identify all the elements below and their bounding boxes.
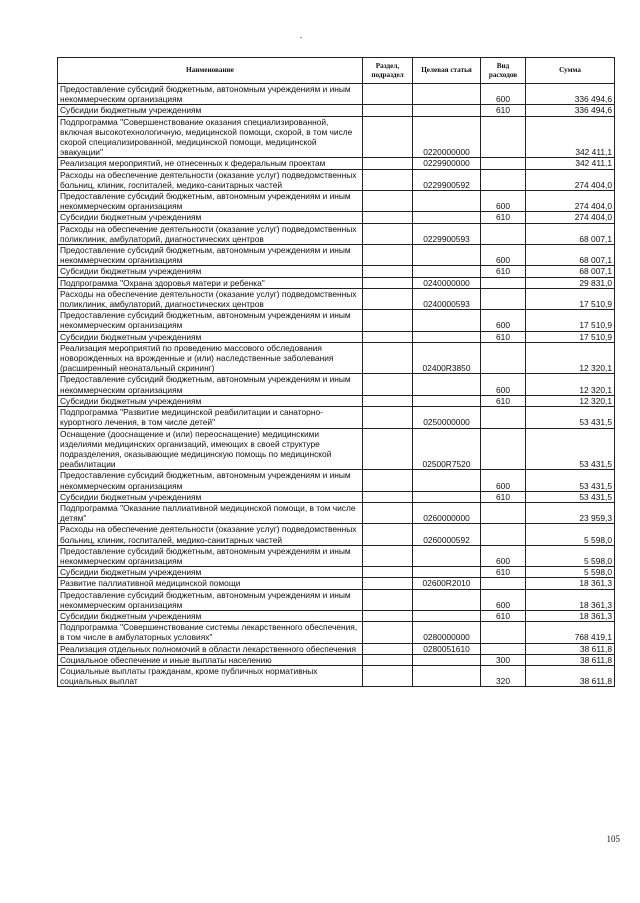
row-name: Подпрограмма "Оказание паллиативной медицинской помощи, в том числе детям"	[58, 502, 363, 523]
row-sum: 29 831,0	[526, 277, 615, 288]
row-target: 0229900000	[413, 158, 481, 169]
row-sum: 336 494,6	[526, 105, 615, 116]
row-sum: 5 598,0	[526, 545, 615, 566]
row-sum: 18 361,3	[526, 610, 615, 621]
row-kind: 600	[481, 374, 526, 395]
row-target: 02600R2010	[413, 578, 481, 589]
table-row	[58, 610, 615, 621]
row-name: Предоставление субсидий бюджетным, автономным учреждениям и иным некоммерческим организациям	[58, 545, 363, 566]
row-sum: 5 598,0	[526, 524, 615, 545]
table-row	[58, 545, 615, 566]
row-sum: 342 411,1	[526, 158, 615, 169]
row-kind	[481, 428, 526, 470]
row-kind	[481, 622, 526, 643]
row-target	[413, 266, 481, 277]
row-target: 0240000593	[413, 288, 481, 309]
row-kind	[481, 578, 526, 589]
row-section	[363, 610, 413, 621]
table-row	[58, 288, 615, 309]
row-kind: 610	[481, 212, 526, 223]
row-target	[413, 567, 481, 578]
row-target	[413, 374, 481, 395]
table-row	[58, 374, 615, 395]
table-row	[58, 407, 615, 428]
row-kind	[481, 342, 526, 374]
row-kind: 320	[481, 665, 526, 686]
row-name: Субсидии бюджетным учреждениям	[58, 331, 363, 342]
row-section	[363, 491, 413, 502]
row-name: Расходы на обеспечение деятельности (оказание услуг) подведомственных поликлиник, амбулаторий, диагностических центров	[58, 223, 363, 244]
row-section	[363, 84, 413, 105]
table-row	[58, 191, 615, 212]
row-target	[413, 654, 481, 665]
header-target: Целевая статья	[413, 58, 481, 84]
table-row	[58, 578, 615, 589]
row-section	[363, 191, 413, 212]
table-row	[58, 589, 615, 610]
page-number: 105	[606, 834, 620, 844]
row-name: Предоставление субсидий бюджетным, автономным учреждениям и иным некоммерческим организациям	[58, 374, 363, 395]
row-sum: 12 320,1	[526, 342, 615, 374]
row-name: Социальное обеспечение и иные выплаты населению	[58, 654, 363, 665]
row-target	[413, 331, 481, 342]
row-sum: 17 510,9	[526, 331, 615, 342]
table-row	[58, 310, 615, 331]
row-section	[363, 212, 413, 223]
row-name: Оснащение (дооснащение и (или) переоснащение) медицинскими изделиями медицинских организаций, имеющих в своей структуре подразделения, оказывающие медицинскую помощь по медицинской реабилитации	[58, 428, 363, 470]
row-section	[363, 665, 413, 686]
row-target	[413, 610, 481, 621]
row-kind: 600	[481, 545, 526, 566]
row-target	[413, 491, 481, 502]
row-sum: 53 431,5	[526, 428, 615, 470]
row-target	[413, 310, 481, 331]
row-section	[363, 245, 413, 266]
header-name: Наименование	[58, 58, 363, 84]
row-target: 0280051610	[413, 643, 481, 654]
row-section	[363, 589, 413, 610]
row-sum: 18 361,3	[526, 589, 615, 610]
row-kind: 610	[481, 395, 526, 406]
table-row	[58, 158, 615, 169]
row-target: 02400R3850	[413, 342, 481, 374]
row-sum: 768 419,1	[526, 622, 615, 643]
row-target	[413, 212, 481, 223]
row-sum: 336 494,6	[526, 84, 615, 105]
row-sum: 274 404,0	[526, 169, 615, 190]
row-name: Предоставление субсидий бюджетным, автономным учреждениям и иным некоммерческим организациям	[58, 191, 363, 212]
table-row	[58, 169, 615, 190]
row-section	[363, 502, 413, 523]
row-section	[363, 643, 413, 654]
scan-speck	[300, 37, 302, 38]
row-target	[413, 105, 481, 116]
table-row	[58, 654, 615, 665]
table-row	[58, 331, 615, 342]
row-section	[363, 395, 413, 406]
row-section	[363, 545, 413, 566]
header-kind: Вид расходов	[481, 58, 526, 84]
row-sum: 5 598,0	[526, 567, 615, 578]
row-kind	[481, 524, 526, 545]
table-row	[58, 277, 615, 288]
table-row	[58, 502, 615, 523]
row-target: 0250000000	[413, 407, 481, 428]
row-target: 0260000000	[413, 502, 481, 523]
row-section	[363, 331, 413, 342]
row-target: 0240000000	[413, 277, 481, 288]
row-kind: 610	[481, 567, 526, 578]
table-row	[58, 212, 615, 223]
row-target: 0229900592	[413, 169, 481, 190]
row-sum: 342 411,1	[526, 116, 615, 158]
table-row	[58, 567, 615, 578]
row-kind	[481, 643, 526, 654]
row-target	[413, 191, 481, 212]
header-section: Раздел, подраздел	[363, 58, 413, 84]
header-sum: Сумма	[526, 58, 615, 84]
row-section	[363, 158, 413, 169]
row-name: Расходы на обеспечение деятельности (оказание услуг) подведомственных больниц, клиник, госпиталей, медико-санитарных частей	[58, 169, 363, 190]
row-target: 0260000592	[413, 524, 481, 545]
row-kind	[481, 277, 526, 288]
row-name: Социальные выплаты гражданам, кроме публичных нормативных социальных выплат	[58, 665, 363, 686]
row-kind: 600	[481, 589, 526, 610]
row-sum: 38 611,8	[526, 665, 615, 686]
row-kind: 600	[481, 84, 526, 105]
row-target: 02500R7520	[413, 428, 481, 470]
row-name: Развитие паллиативной медицинской помощи	[58, 578, 363, 589]
row-sum: 12 320,1	[526, 374, 615, 395]
row-kind	[481, 158, 526, 169]
row-sum: 38 611,8	[526, 643, 615, 654]
table-row	[58, 524, 615, 545]
row-kind	[481, 502, 526, 523]
row-kind	[481, 169, 526, 190]
row-kind: 610	[481, 266, 526, 277]
row-name: Расходы на обеспечение деятельности (оказание услуг) подведомственных поликлиник, амбулаторий, диагностических центров	[58, 288, 363, 309]
row-target	[413, 84, 481, 105]
row-sum: 18 361,3	[526, 578, 615, 589]
table-row	[58, 342, 615, 374]
row-name: Субсидии бюджетным учреждениям	[58, 395, 363, 406]
table-row	[58, 665, 615, 686]
row-kind: 610	[481, 610, 526, 621]
row-name: Реализация отдельных полномочий в области лекарственного обеспечения	[58, 643, 363, 654]
row-name: Реализация мероприятий по проведению массового обследования новорожденных на врожденные и (или) наследственные заболевания (расширенный неонатальный скрининг)	[58, 342, 363, 374]
row-sum: 53 431,5	[526, 407, 615, 428]
table-row	[58, 470, 615, 491]
row-name: Подпрограмма "Совершенствование оказания специализированной, включая высокотехнологичную, медицинской помощи, скорой, в том числе скорой специализированной, медицинской помощи, медицинской эвакуации"	[58, 116, 363, 158]
row-sum: 68 007,1	[526, 266, 615, 277]
row-sum: 53 431,5	[526, 470, 615, 491]
row-target: 0280000000	[413, 622, 481, 643]
row-name: Предоставление субсидий бюджетным, автономным учреждениям и иным некоммерческим организациям	[58, 470, 363, 491]
document-sheet	[57, 57, 614, 687]
row-kind	[481, 288, 526, 309]
row-name: Предоставление субсидий бюджетным, автономным учреждениям и иным некоммерческим организациям	[58, 310, 363, 331]
row-section	[363, 654, 413, 665]
table-row	[58, 428, 615, 470]
row-target	[413, 395, 481, 406]
row-section	[363, 407, 413, 428]
row-sum: 68 007,1	[526, 223, 615, 244]
row-name: Предоставление субсидий бюджетным, автономным учреждениям и иным некоммерческим организациям	[58, 84, 363, 105]
row-section	[363, 116, 413, 158]
row-sum: 23 959,3	[526, 502, 615, 523]
row-section	[363, 288, 413, 309]
row-sum: 274 404,0	[526, 212, 615, 223]
row-section	[363, 524, 413, 545]
table-row	[58, 105, 615, 116]
row-section	[363, 105, 413, 116]
row-kind	[481, 407, 526, 428]
table-row	[58, 395, 615, 406]
row-target	[413, 665, 481, 686]
row-name: Подпрограмма "Развитие медицинской реабилитации и санаторно-курортного лечения, в том числе детей"	[58, 407, 363, 428]
row-sum: 53 431,5	[526, 491, 615, 502]
table-row	[58, 223, 615, 244]
row-name: Предоставление субсидий бюджетным, автономным учреждениям и иным некоммерческим организациям	[58, 245, 363, 266]
row-section	[363, 428, 413, 470]
table-row	[58, 245, 615, 266]
table-row	[58, 266, 615, 277]
table-row	[58, 622, 615, 643]
row-kind: 610	[481, 491, 526, 502]
row-sum: 17 510,9	[526, 288, 615, 309]
row-target	[413, 245, 481, 266]
row-name: Субсидии бюджетным учреждениям	[58, 105, 363, 116]
row-section	[363, 223, 413, 244]
row-section	[363, 342, 413, 374]
row-sum: 17 510,9	[526, 310, 615, 331]
table-row	[58, 84, 615, 105]
row-kind: 600	[481, 245, 526, 266]
row-section	[363, 567, 413, 578]
row-name: Расходы на обеспечение деятельности (оказание услуг) подведомственных больниц, клиник, госпиталей, медико-санитарных частей	[58, 524, 363, 545]
row-name: Реализация мероприятий, не отнесенных к федеральным проектам	[58, 158, 363, 169]
row-section	[363, 266, 413, 277]
row-kind: 300	[481, 654, 526, 665]
table-row	[58, 643, 615, 654]
row-name: Субсидии бюджетным учреждениям	[58, 491, 363, 502]
budget-table	[57, 57, 615, 687]
row-sum: 274 404,0	[526, 191, 615, 212]
row-target: 0229900593	[413, 223, 481, 244]
row-kind	[481, 116, 526, 158]
row-name: Подпрограмма "Совершенствование системы лекарственного обеспечения, в том числе в амбулаторных условиях"	[58, 622, 363, 643]
row-name: Субсидии бюджетным учреждениям	[58, 567, 363, 578]
row-section	[363, 622, 413, 643]
row-name: Субсидии бюджетным учреждениям	[58, 610, 363, 621]
row-section	[363, 578, 413, 589]
row-target	[413, 545, 481, 566]
table-row	[58, 491, 615, 502]
row-kind	[481, 223, 526, 244]
row-section	[363, 470, 413, 491]
row-kind: 610	[481, 331, 526, 342]
row-sum: 68 007,1	[526, 245, 615, 266]
row-sum: 38 611,8	[526, 654, 615, 665]
row-section	[363, 169, 413, 190]
row-kind: 610	[481, 105, 526, 116]
row-sum: 12 320,1	[526, 395, 615, 406]
row-kind: 600	[481, 191, 526, 212]
row-target	[413, 589, 481, 610]
row-name: Субсидии бюджетным учреждениям	[58, 212, 363, 223]
row-kind: 600	[481, 470, 526, 491]
row-section	[363, 277, 413, 288]
row-section	[363, 310, 413, 331]
row-name: Субсидии бюджетным учреждениям	[58, 266, 363, 277]
row-section	[363, 374, 413, 395]
row-name: Подпрограмма "Охрана здоровья матери и ребенка"	[58, 277, 363, 288]
row-kind: 600	[481, 310, 526, 331]
row-target	[413, 470, 481, 491]
table-row	[58, 116, 615, 158]
table-body	[58, 84, 615, 687]
row-target: 0220000000	[413, 116, 481, 158]
table-header-row	[58, 58, 615, 84]
row-name: Предоставление субсидий бюджетным, автономным учреждениям и иным некоммерческим организациям	[58, 589, 363, 610]
